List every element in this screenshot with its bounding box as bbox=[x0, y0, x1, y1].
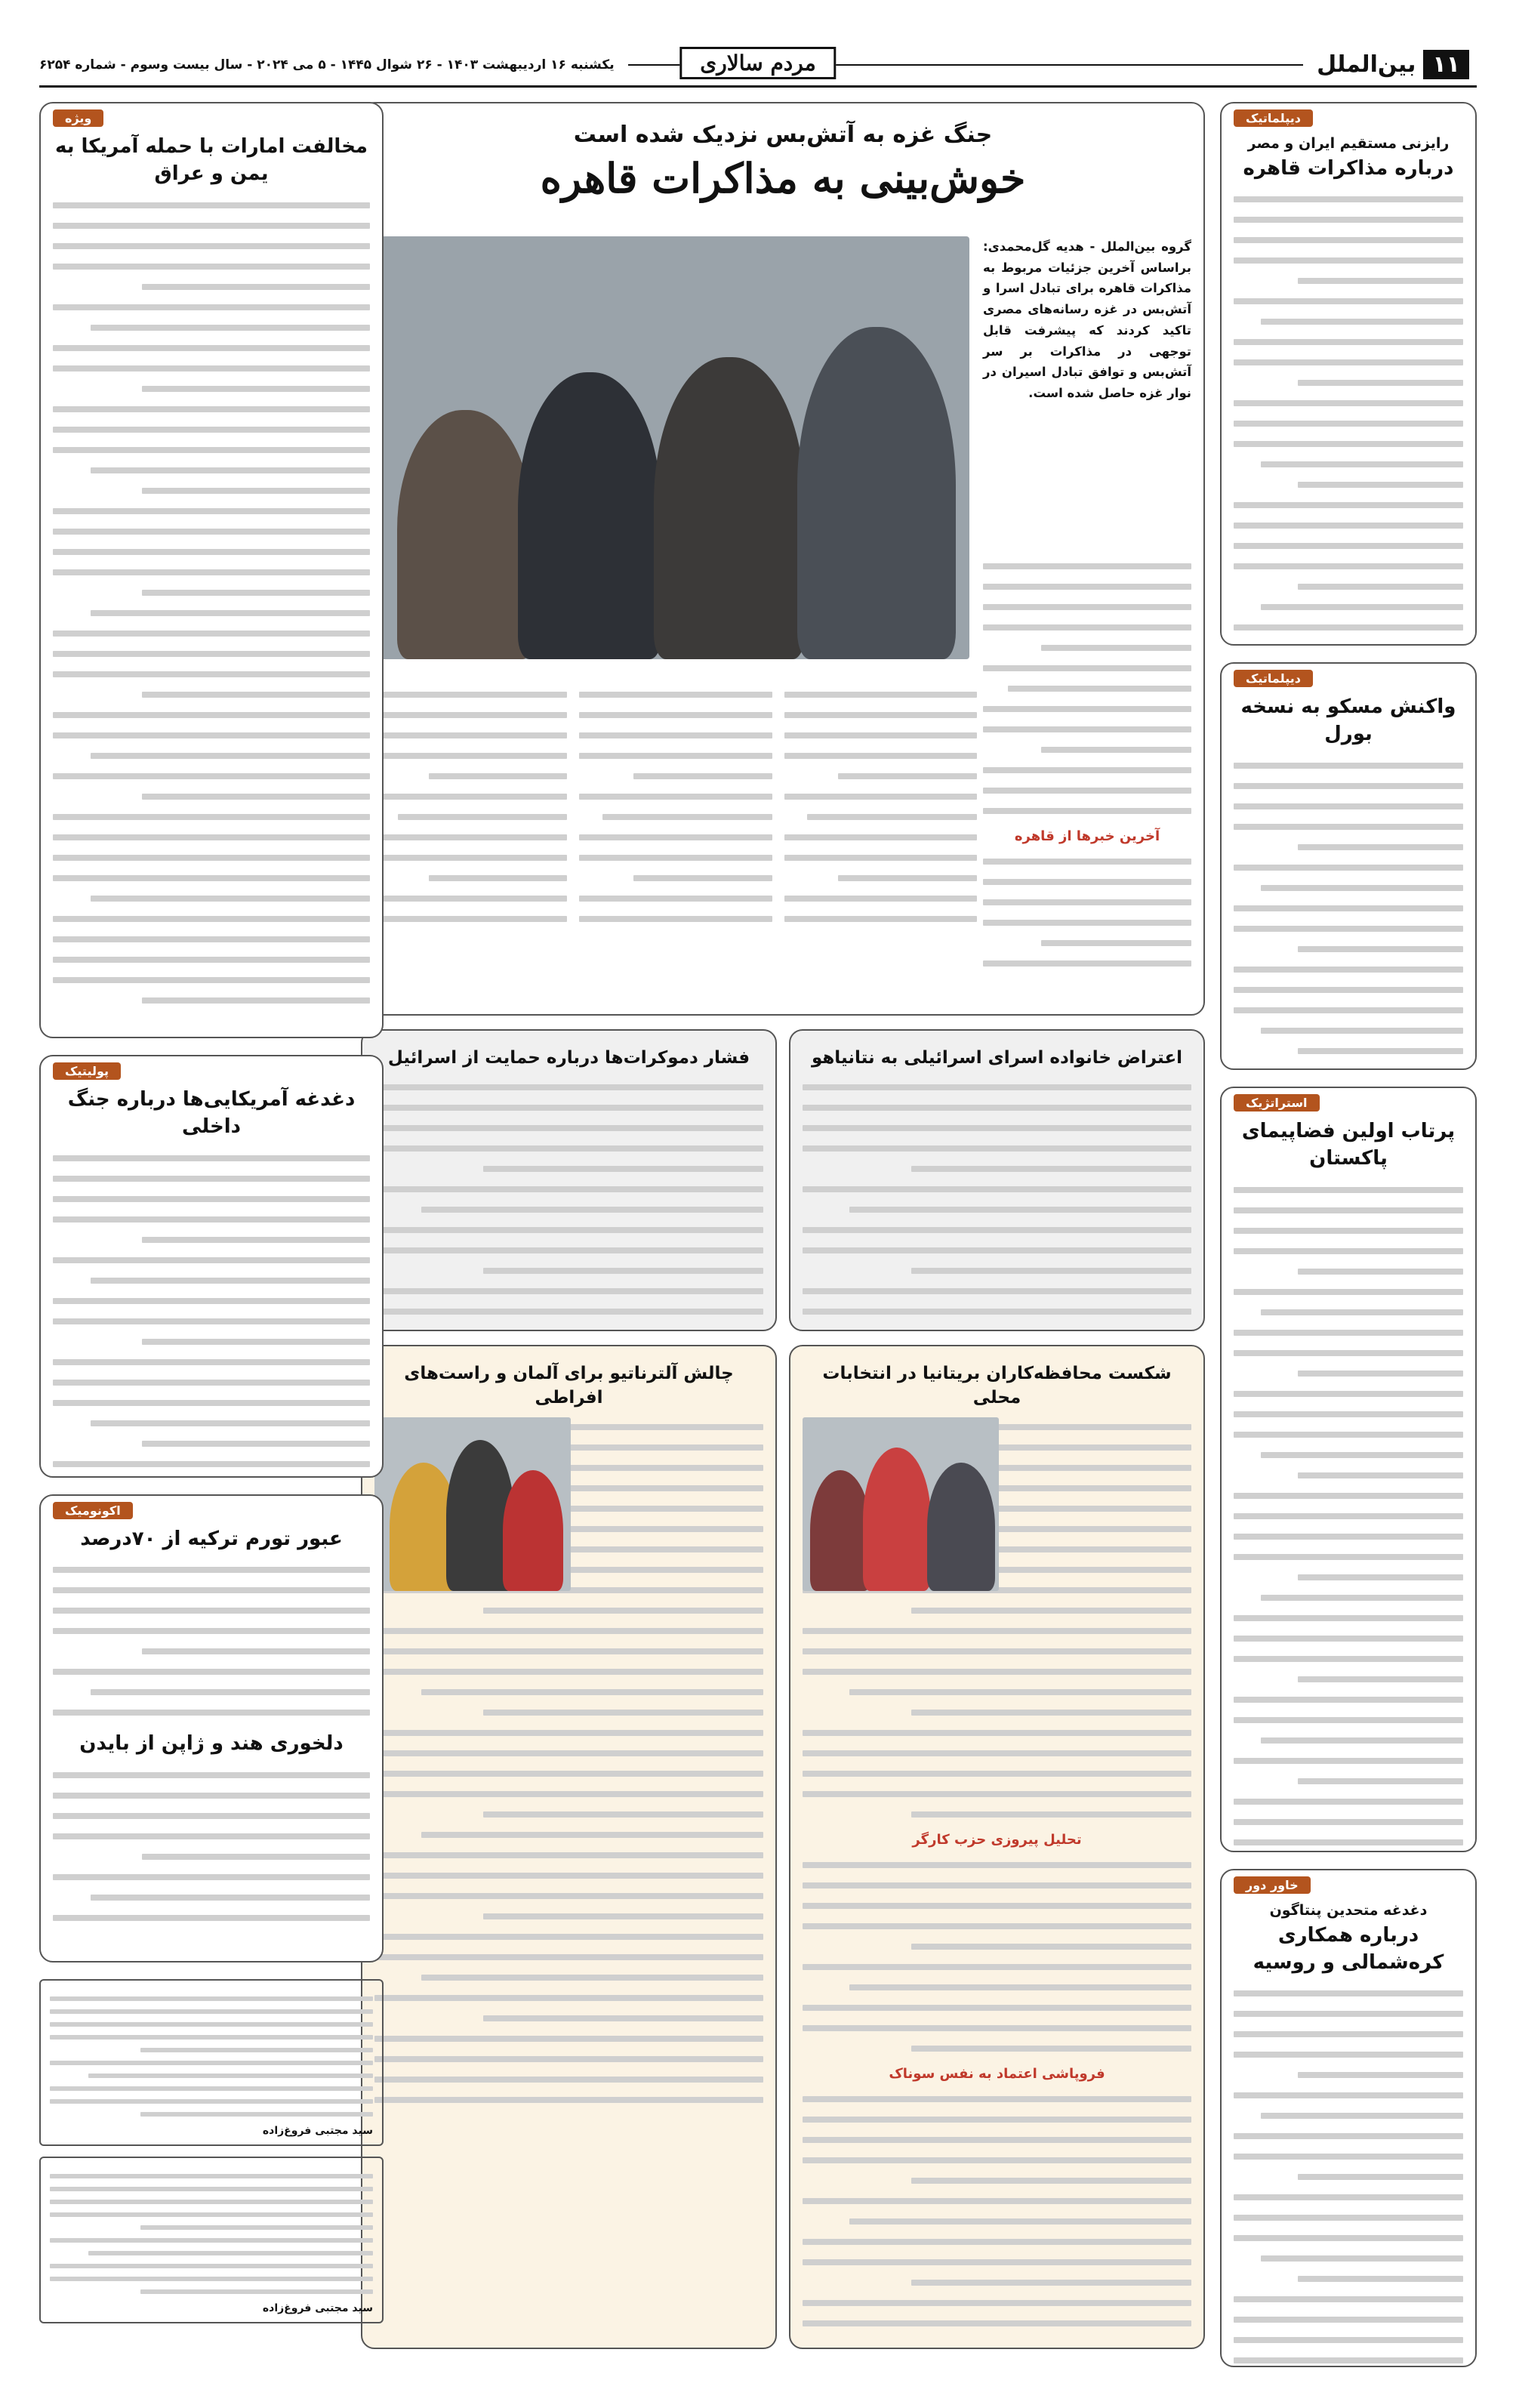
left-column bbox=[39, 102, 384, 2334]
headline: واکنش مسکو به نسخه بورل bbox=[1240, 695, 1456, 746]
lead-subtitle: جنگ غزه به آتش‌بس نزدیک شده است bbox=[573, 122, 993, 148]
lead-story bbox=[361, 102, 1205, 1016]
headline: شکست محافظه‌کاران بریتانیا در انتخابات محلی bbox=[822, 1364, 1172, 1408]
kicker-label: استراتژیک bbox=[1234, 1094, 1320, 1112]
kicker-label: خاور دور bbox=[1234, 1876, 1311, 1894]
headline: دغدغه آمریکایی‌ها درباره جنگ داخلی bbox=[67, 1088, 356, 1139]
kicker-label: پولیتیک bbox=[53, 1062, 121, 1080]
legal-notice bbox=[39, 2157, 384, 2323]
news-box bbox=[789, 1345, 1205, 2349]
headline: درباره مذاکرات قاهره bbox=[1243, 156, 1454, 180]
kicker-label: اکونومیک bbox=[53, 1502, 133, 1519]
headline: فشار دموکرات‌ها درباره حمایت از اسرائیل bbox=[387, 1048, 750, 1068]
lead-body-columns bbox=[374, 677, 977, 936]
lead-body-right bbox=[983, 549, 1191, 981]
headline-subtitle: رایزنی مستقیم ایران و مصر bbox=[1247, 135, 1450, 152]
headline: درباره همکاری کره‌شمالی و روسیه bbox=[1253, 1923, 1444, 1974]
date-line: یکشنبه ۱۶ اردیبهشت ۱۴۰۳ - ۲۶ شوال ۱۴۴۵ - ۵ می ۲۰۲۴ - سال بیست وسوم - شماره ۶۲۵۴ bbox=[39, 57, 615, 72]
article-body bbox=[1234, 1187, 1463, 1845]
right-column bbox=[1220, 102, 1477, 2384]
news-box bbox=[361, 1345, 777, 2349]
headline: مخالفت امارات با حمله آمریکا به یمن و عراق bbox=[54, 135, 368, 186]
middle-column bbox=[361, 102, 1205, 2349]
kicker-label: دیپلماتیک bbox=[1234, 109, 1313, 127]
news-box bbox=[1220, 1087, 1477, 1852]
notice-signature: سید مجتبی فروغ‌زاده bbox=[262, 2125, 373, 2137]
headline: عبور تورم ترکیه از ۷۰درصد bbox=[80, 1528, 343, 1550]
kicker-label: ویژه bbox=[53, 109, 103, 127]
kicker-label: دیپلماتیک bbox=[1234, 670, 1313, 687]
news-box bbox=[39, 1055, 384, 1478]
section-title: بین‌الملل bbox=[1317, 51, 1416, 78]
news-box bbox=[361, 1029, 777, 1331]
article-photo bbox=[803, 1417, 999, 1591]
article-body bbox=[1234, 763, 1463, 1070]
lead-red-subhead: آخرین خبرها از قاهره bbox=[1014, 828, 1160, 844]
news-box bbox=[789, 1029, 1205, 1331]
headline: اعتراض خانواده اسرای اسرائیلی به نتانیاهو bbox=[811, 1048, 1183, 1068]
lead-intro: گروه بین‌الملل - هدیه گل‌محمدی: براساس آخرین جزئیات مربوط به مذاکرات قاهره برای تبادل اسرا و آتش‌بس در غزه رسانه‌های مصری تاکید کردند که پیشرفت قابل توجهی در مذاکرات بر سر آتش‌بس و توافق تبادل اسیران در نوار غزه حاصل شده است. bbox=[983, 239, 1191, 401]
news-box bbox=[1220, 102, 1477, 646]
article-photo bbox=[374, 1417, 571, 1591]
headline-subtitle: دغدغه متحدین پنتاگون bbox=[1269, 1902, 1428, 1919]
red-subhead: تحلیل پیروزی حزب کارگر bbox=[912, 1832, 1082, 1848]
lead-photo bbox=[374, 236, 969, 659]
red-subhead: فروپاشی اعتماد به نفس سوناک bbox=[889, 2066, 1105, 2083]
newspaper-logo: مردم سالاری bbox=[679, 47, 836, 79]
legal-notice bbox=[39, 1979, 384, 2146]
article-body bbox=[1234, 1990, 1463, 2367]
news-box bbox=[1220, 662, 1477, 1070]
news-box bbox=[1220, 1869, 1477, 2367]
news-box bbox=[39, 102, 384, 1038]
headline: دلخوری هند و ژاپن از بایدن bbox=[79, 1732, 344, 1756]
lead-title: خوش‌بینی به مذاکرات قاهره bbox=[540, 154, 1026, 202]
masthead bbox=[39, 44, 1477, 88]
headline: چالش آلترناتیو برای آلمان و راست‌های افراطی bbox=[404, 1364, 734, 1408]
article-body bbox=[1234, 196, 1463, 631]
notice-signature: سید مجتبی فروغ‌زاده bbox=[262, 2302, 373, 2314]
headline: پرتاب اولین فضاپیمای پاکستان bbox=[1241, 1120, 1456, 1170]
news-box bbox=[39, 1494, 384, 1962]
page-number: ۱۱ bbox=[1423, 50, 1469, 79]
